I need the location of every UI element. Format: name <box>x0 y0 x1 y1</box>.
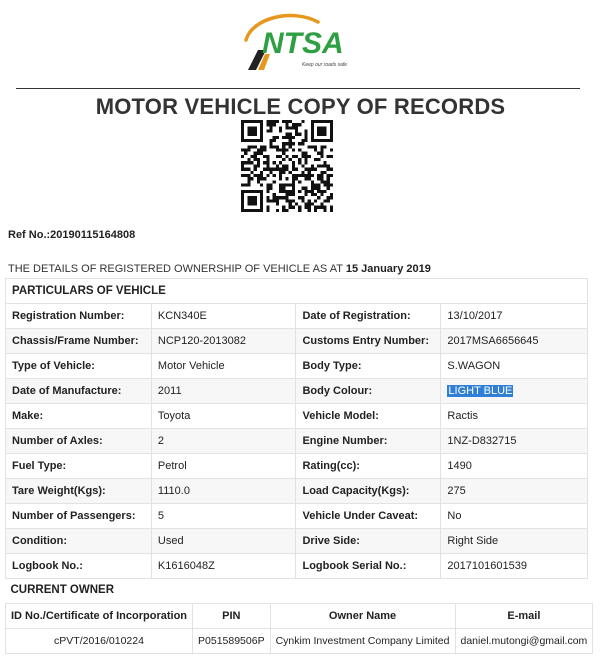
vehicle-value-cell: 2 <box>151 429 296 454</box>
vehicle-value-cell: K1616048Z <box>151 554 296 579</box>
ref-label: Ref No.: <box>8 229 51 241</box>
vehicle-particulars-table <box>5 278 588 579</box>
vehicle-value-cell: No <box>441 504 588 529</box>
vehicle-value-cell: 1490 <box>441 454 588 479</box>
header-divider <box>16 88 580 89</box>
vehicle-label-cell: Date of Manufacture: <box>6 379 152 404</box>
vehicle-row <box>6 504 588 529</box>
vehicle-label-cell: Fuel Type: <box>6 454 152 479</box>
vehicle-row <box>6 479 588 504</box>
vehicle-label-cell: Date of Registration: <box>296 304 441 329</box>
document-title: MOTOR VEHICLE COPY OF RECORDS <box>95 94 506 119</box>
vehicle-row <box>6 379 588 404</box>
vehicle-label-cell: Registration Number: <box>6 304 152 329</box>
owner-header-id: ID No./Certificate of Incorporation <box>6 603 193 628</box>
vehicle-label-cell: Condition: <box>6 529 152 554</box>
vehicle-label-cell: Body Colour: <box>296 379 441 404</box>
vehicle-section-title: PARTICULARS OF VEHICLE <box>6 279 588 304</box>
vehicle-value-cell: NCP120-2013082 <box>151 329 296 354</box>
vehicle-value-cell: Ractis <box>441 404 588 429</box>
ownership-statement <box>8 263 431 275</box>
vehicle-row <box>6 304 588 329</box>
vehicle-row <box>6 529 588 554</box>
vehicle-value-cell: 275 <box>441 479 588 504</box>
owner-id: cPVT/2016/010224 <box>6 628 193 653</box>
vehicle-label-cell: Rating(cc): <box>296 454 441 479</box>
vehicle-label-cell: Tare Weight(Kgs): <box>6 479 152 504</box>
vehicle-label-cell: Body Type: <box>296 354 441 379</box>
details-text: THE DETAILS OF REGISTERED OWNERSHIP OF VEHICLE AS AT <box>8 263 343 275</box>
vehicle-label-cell: Engine Number: <box>296 429 441 454</box>
owner-name: Cynkim Investment Company Limited <box>270 628 455 653</box>
reference-number <box>8 229 135 241</box>
ref-value: 20190115164808 <box>50 229 136 241</box>
vehicle-label-cell: Drive Side: <box>296 529 441 554</box>
vehicle-value-cell: 5 <box>151 504 296 529</box>
vehicle-value-cell: 1110.0 <box>151 479 296 504</box>
current-owner-table <box>5 578 593 654</box>
vehicle-value-cell: Right Side <box>441 529 588 554</box>
vehicle-value-cell: Used <box>151 529 296 554</box>
vehicle-row <box>6 329 588 354</box>
owner-pin: P051589506P <box>193 628 271 653</box>
owner-header-name: Owner Name <box>270 603 455 628</box>
owner-header-pin: PIN <box>193 603 271 628</box>
vehicle-label-cell: Make: <box>6 404 152 429</box>
logo-tagline: Keep our roads safe <box>302 62 348 68</box>
details-date: 15 January 2019 <box>345 263 431 275</box>
vehicle-value-cell: Toyota <box>151 404 296 429</box>
vehicle-row <box>6 454 588 479</box>
vehicle-value-cell <box>441 379 588 404</box>
vehicle-row <box>6 404 588 429</box>
vehicle-label-cell: Logbook No.: <box>6 554 152 579</box>
vehicle-value-cell: Petrol <box>151 454 296 479</box>
vehicle-label-cell: Vehicle Model: <box>296 404 441 429</box>
vehicle-value-cell: Motor Vehicle <box>151 354 296 379</box>
vehicle-label-cell: Type of Vehicle: <box>6 354 152 379</box>
vehicle-label-cell: Vehicle Under Caveat: <box>296 504 441 529</box>
owner-header-email: E-mail <box>455 603 593 628</box>
vehicle-row <box>6 429 588 454</box>
vehicle-row <box>6 354 588 379</box>
vehicle-label-cell: Number of Passengers: <box>6 504 152 529</box>
owner-email: daniel.mutongi@gmail.com <box>455 628 593 653</box>
vehicle-row <box>6 554 588 579</box>
vehicle-value-cell: 2011 <box>151 379 296 404</box>
owner-section-title: CURRENT OWNER <box>6 578 593 603</box>
vehicle-label-cell: Load Capacity(Kgs): <box>296 479 441 504</box>
logo-wordmark: NTSA <box>262 27 344 60</box>
vehicle-value-cell: 2017101601539 <box>441 554 588 579</box>
selected-body-colour: LIGHT BLUE <box>448 385 513 397</box>
vehicle-label-cell: Logbook Serial No.: <box>296 554 441 579</box>
vehicle-value-cell: 1NZ-D832715 <box>441 429 588 454</box>
vehicle-value-cell: KCN340E <box>151 304 296 329</box>
vehicle-label-cell: Customs Entry Number: <box>296 329 441 354</box>
vehicle-value-cell: S.WAGON <box>441 354 588 379</box>
vehicle-value-cell: 2017MSA6656645 <box>441 329 588 354</box>
vehicle-label-cell: Number of Axles: <box>6 429 152 454</box>
vehicle-label-cell: Chassis/Frame Number: <box>6 329 152 354</box>
vehicle-value-cell: 13/10/2017 <box>441 304 588 329</box>
ntsa-logo <box>232 10 362 76</box>
qr-code <box>241 120 333 212</box>
